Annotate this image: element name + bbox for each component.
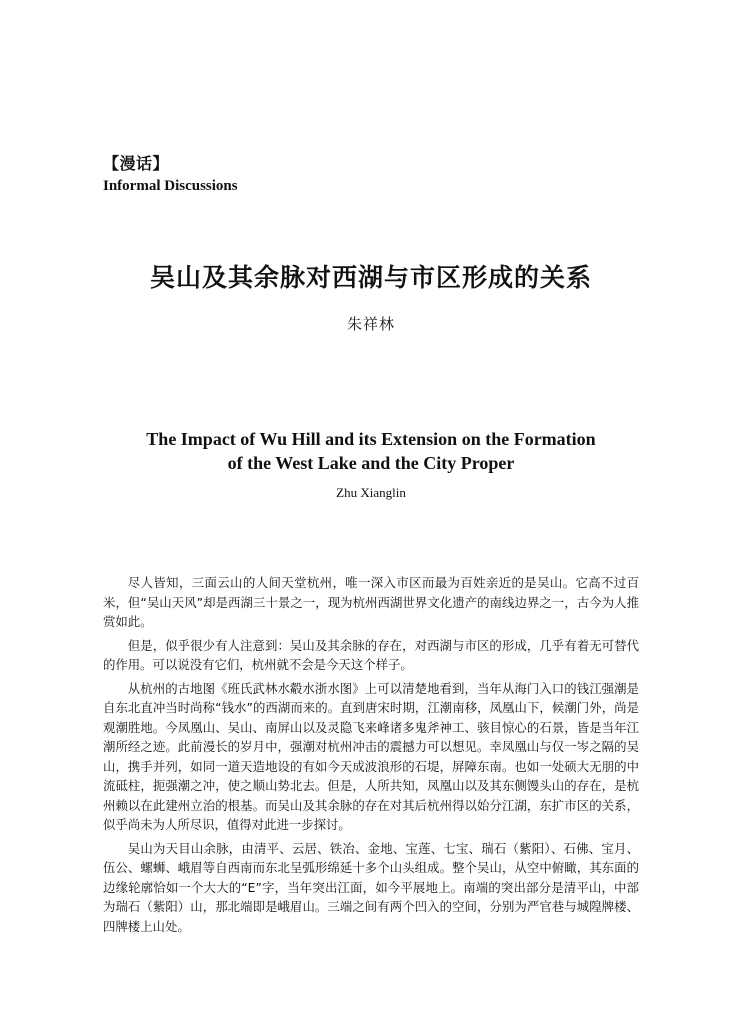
title-en-line-1: The Impact of Wu Hill and its Extension on the Formation xyxy=(146,429,596,449)
body-paragraph: 吴山为天目山余脉，由清平、云居、铁冶、金地、宝莲、七宝、瑞石（紫阳）、石佛、宝月、伍公、螺蛳、峨眉等自西南而东北呈弧形绵延十多个山头组成。整个吴山，从空中俯瞰，其东面的边缘轮廓恰如一个大大的“E”字，当年突出江面，如今平展地上。南端的突出部分是清平山，中部为瑞石（紫阳）山，那北端即是峨眉山。三端之间有两个凹入的空间，分别为严官巷与城隍牌楼、四牌楼上山处。 xyxy=(103,840,639,934)
section-english: Informal Discussions xyxy=(103,178,238,194)
section-tag: 【漫话】 xyxy=(103,154,170,173)
body-paragraph: 尽人皆知，三面云山的人间天堂杭州，唯一深入市区而最为百姓亲近的是吴山。它高不过百米，但“吴山天风”却是西湖三十景之一，现为杭州西湖世界文化遗产的南线边界之一，古今为人推赏如此。 xyxy=(103,575,639,629)
author-cn: 朱祥林 xyxy=(346,315,395,333)
title-en-line-2: of the West Lake and the City Proper xyxy=(227,453,515,473)
article-title-cn: 吴山及其余脉对西湖与市区形成的关系 xyxy=(149,263,592,292)
body-paragraph: 但是，似乎很少有人注意到：吴山及其余脉的存在，对西湖与市区的形成，几乎有着无可替代的作用。可以说没有它们，杭州就不会是今天这个样子。 xyxy=(103,637,639,672)
article-title-en xyxy=(0,427,742,475)
article-body xyxy=(103,573,639,940)
body-paragraph: 从杭州的古地图《班氏武林水觳水浙水图》上可以清楚地看到，当年从海门入口的钱江强潮是自东北直冲当时尚称“钱水”的西湖而来的。直到唐宋时期，江潮南移，凤凰山下，候潮门外，尚是观潮胜地。今凤凰山、吴山、南屏山以及灵隐飞来峰诸多鬼斧神工、骇目惊心的石景，皆是当年江潮所经之迹。此前漫长的岁月中，强潮对杭州冲击的震撼力可以想见。幸凤凰山与仅一岑之隔的吴山，携手并列，如同一道天造地设的有如今天成波浪形的石堤，屏障东南。也如一处硕大无朋的中流砥柱，扼强潮之冲，使之顺山势北去。但是，人所共知，凤凰山以及其东侧馒头山的存在，是杭州赖以在此建州立治的根基。而吴山及其余脉的存在对其后杭州得以始分江湖，东扩市区的关系，似乎尚未为人所尽识，值得对此进一步探讨。 xyxy=(103,680,639,832)
author-en: Zhu Xianglin xyxy=(336,485,406,500)
